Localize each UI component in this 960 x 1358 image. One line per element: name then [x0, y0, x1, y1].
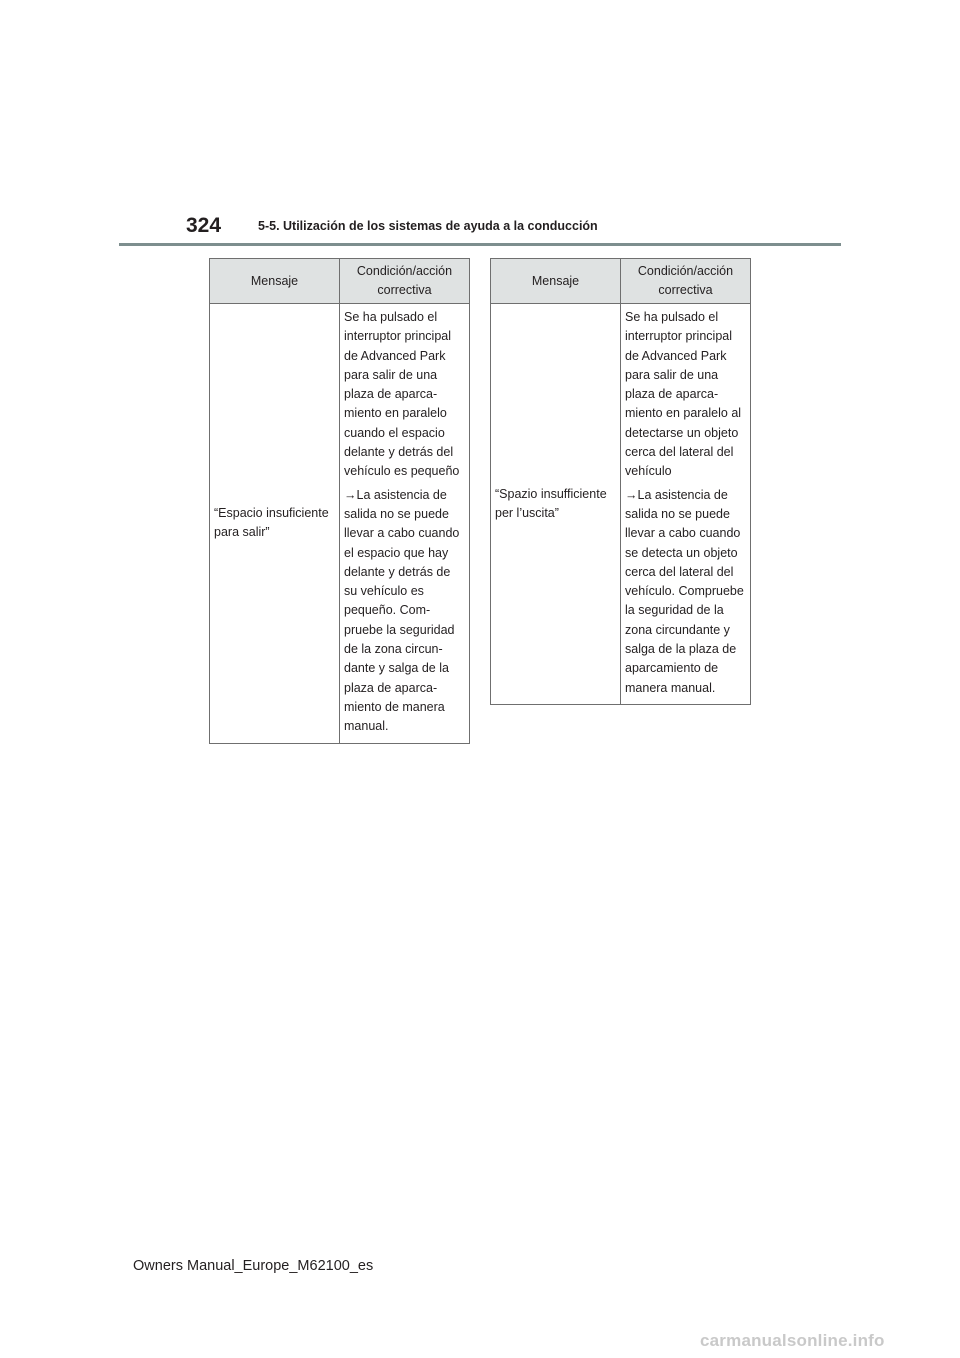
section-title: 5-5. Utilización de los sistemas de ayuda a la conducción — [258, 219, 598, 233]
table-row — [210, 304, 470, 744]
table-header-row — [210, 259, 470, 304]
table-header-row — [491, 259, 751, 304]
message-table-right — [490, 258, 751, 705]
message-cell: “Espacio insuficiente para salir” — [210, 304, 340, 744]
page-number: 324 — [186, 214, 222, 237]
message-table-left — [209, 258, 470, 744]
header-divider — [119, 243, 841, 246]
condition-text: Se ha pulsado el interruptor principal de Advanced Park para salir de una plaza de aparca-miento en paralelo al detectarse un objeto cerca del lateral del vehículo — [625, 310, 742, 479]
message-cell: “Spazio insufficiente per l’uscita” — [491, 304, 621, 705]
condition-text: Se ha pulsado el interruptor principal de Advanced Park para salir de una plaza de aparca-miento en paralelo cuando el espacio delante y detrás del vehículo es pequeño — [344, 310, 460, 479]
condition-cell — [340, 304, 470, 744]
condition-cell — [621, 304, 751, 705]
column-header-message: Mensaje — [491, 259, 621, 304]
column-header-condition: Condición/acción correctiva — [340, 259, 470, 304]
corrective-action-text: →La asistencia de salida no se puede llevar a cabo cuando el espacio que hay delante y detrás de su vehículo es pequeño. Com-pruebe la seguridad de la zona circun-dante y salga de la plaza de aparca-miento de manera manual. — [344, 487, 460, 734]
table-row — [491, 304, 751, 705]
watermark: carmanualsonline.info — [700, 1331, 885, 1350]
column-header-condition: Condición/acción correctiva — [621, 259, 751, 304]
footer-document-id: Owners Manual_Europe_M62100_es — [133, 1258, 374, 1274]
column-header-message: Mensaje — [210, 259, 340, 304]
corrective-action-text: →La asistencia de salida no se puede llevar a cabo cuando se detecta un objeto cerca del lateral del vehículo. Compruebe la seguridad de la zona circundante y salga de la plaza de aparcamiento de manera manual. — [625, 487, 744, 695]
